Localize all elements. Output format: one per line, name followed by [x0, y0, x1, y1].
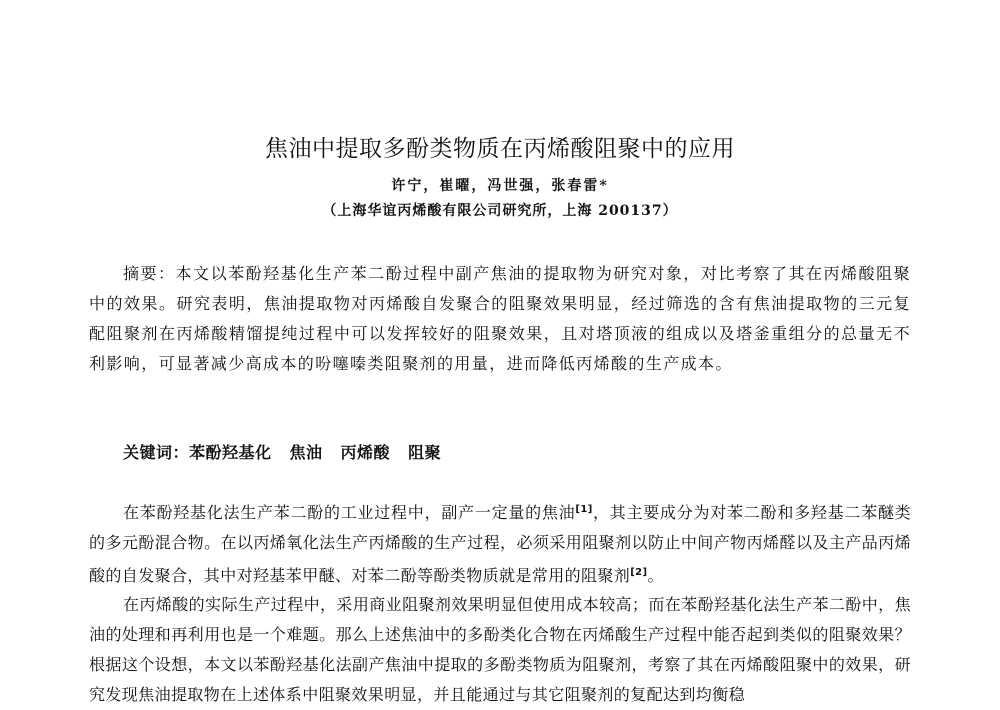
body-text-segment: 在苯酚羟基化法生产苯二酚的工业过程中，副产一定量的焦油 — [123, 503, 576, 522]
keyword: 苯酚羟基化 — [189, 443, 272, 462]
author-list: 许宁，崔曜，冯世强，张春雷* — [391, 178, 609, 194]
affiliation: （上海华谊丙烯酸有限公司研究所，上海 200137） — [322, 203, 678, 219]
keywords-line — [123, 440, 441, 466]
keyword: 阻聚 — [408, 443, 442, 462]
keyword: 丙烯酸 — [340, 443, 391, 462]
body-text-segment: 。 — [647, 566, 664, 585]
keyword: 焦油 — [289, 443, 323, 462]
keywords-label: 关键词： — [123, 443, 190, 462]
paper-title: 焦油中提取多酚类物质在丙烯酸阻聚中的应用 — [265, 136, 735, 162]
citation-ref-1: [1] — [575, 504, 593, 515]
body-text-segment: ，其主要成分为对苯二酚和多羟基二苯醚类的多元酚混合物。在以丙烯氧化法生产丙烯酸的生产过程，必须采用阻聚剂以防止中间产物丙烯醛以及主产品丙烯酸的自发聚合，其中对羟基苯甲醚、对苯二酚等酚类物质就是常用的阻聚剂 — [89, 503, 911, 585]
body-paragraph-2: 在丙烯酸的实际生产过程中，采用商业阻聚剂效果明显但使用成本较高；而在苯酚羟基化法生产苯二酚中，焦油的处理和再利用也是一个难题。那么上述焦油中的多酚类化合物在丙烯酸生产过程中能否起到类似的阻聚效果？根据这个设想，本文以苯酚羟基化法副产焦油中提取的多酚类物质为阻聚剂，考察了其在丙烯酸阻聚中的效果，研究发现焦油提取物在上述体系中阻聚效果明显，并且能通过与其它阻聚剂的复配达到均衡稳 — [89, 595, 911, 704]
citation-ref-2: [2] — [630, 567, 648, 578]
body-paragraph-1 — [89, 495, 911, 591]
abstract-paragraph: 摘要：本文以苯酚羟基化生产苯二酚过程中副产焦油的提取物为研究对象，对比考察了其在丙烯酸阻聚中的效果。研究表明，焦油提取物对丙烯酸自发聚合的阻聚效果明显，经过筛选的含有焦油提取物的三元复配阻聚剂在丙烯酸精馏提纯过程中可以发挥较好的阻聚效果，且对塔顶液的组成以及塔釜重组分的总量无不利影响，可显著减少高成本的吩噻嗪类阻聚剂的用量，进而降低丙烯酸的生产成本。 — [89, 264, 911, 373]
